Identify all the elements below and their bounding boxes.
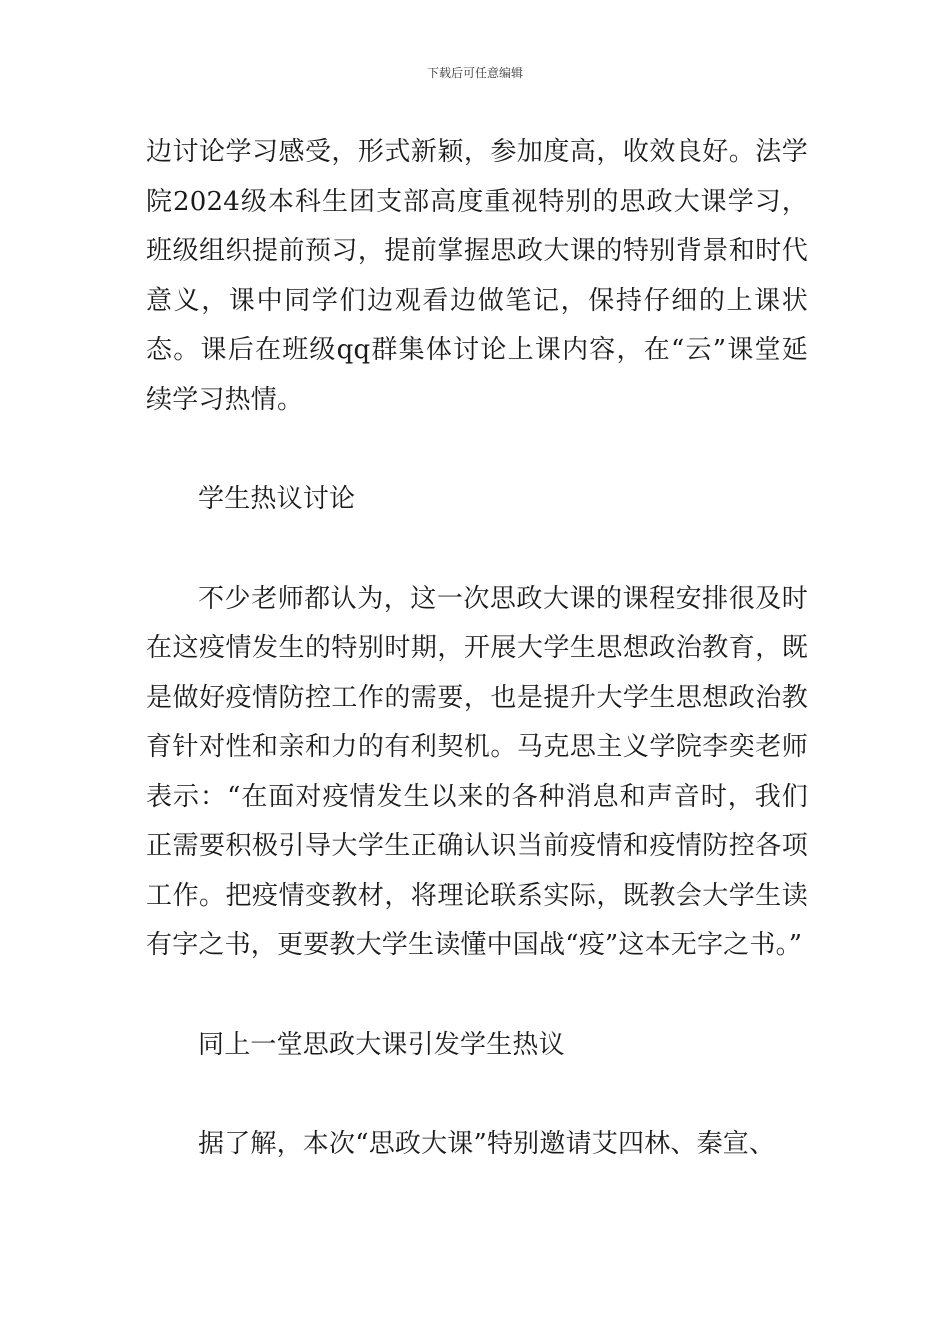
section-heading-student-discussion: 学生热议讨论 xyxy=(198,484,356,514)
paragraph-teacher-views: 不少老师都认为，这一次思政大课的课程安排很及时在这疫情发生的特别时期，开展大学生思想政治教育，既是做好疫情防控工作的需要，也是提升大学生思想政治教育针对性和亲和力的有利契机。马克思主义学院李奕老师表示：“在面对疫情发生以来的各种消息和声音时，我们正需要积极引导大学生正确认识当前疫情和疫情防控各项工作。把疫情变教材，将理论联系实际，既教会大学生读有字之书，更要教大学生读懂中国战“疫”这本无字之书。” xyxy=(146,583,808,960)
page-header: 下载后可任意编辑 xyxy=(426,66,523,80)
document-body xyxy=(146,128,808,1170)
paragraph-invited-speakers: 据了解，本次“思政大课”特别邀请艾四林、秦宣、 xyxy=(198,1129,776,1159)
section-heading-shared-class: 同上一堂思政大课引发学生热议 xyxy=(198,1029,565,1060)
paragraph-continued: 边讨论学习感受，形式新颖，参加度高，收效良好。法学院2024级本科生团支部高度重视特别的思政大课学习，班级组织提前预习，提前掌握思政大课的特别背景和时代意义，课中同学们边观看边做笔记，保持仔细的上课状态。课后在班级qq群集体讨论上课内容，在“云”课堂延续学习热情。 xyxy=(146,137,808,415)
